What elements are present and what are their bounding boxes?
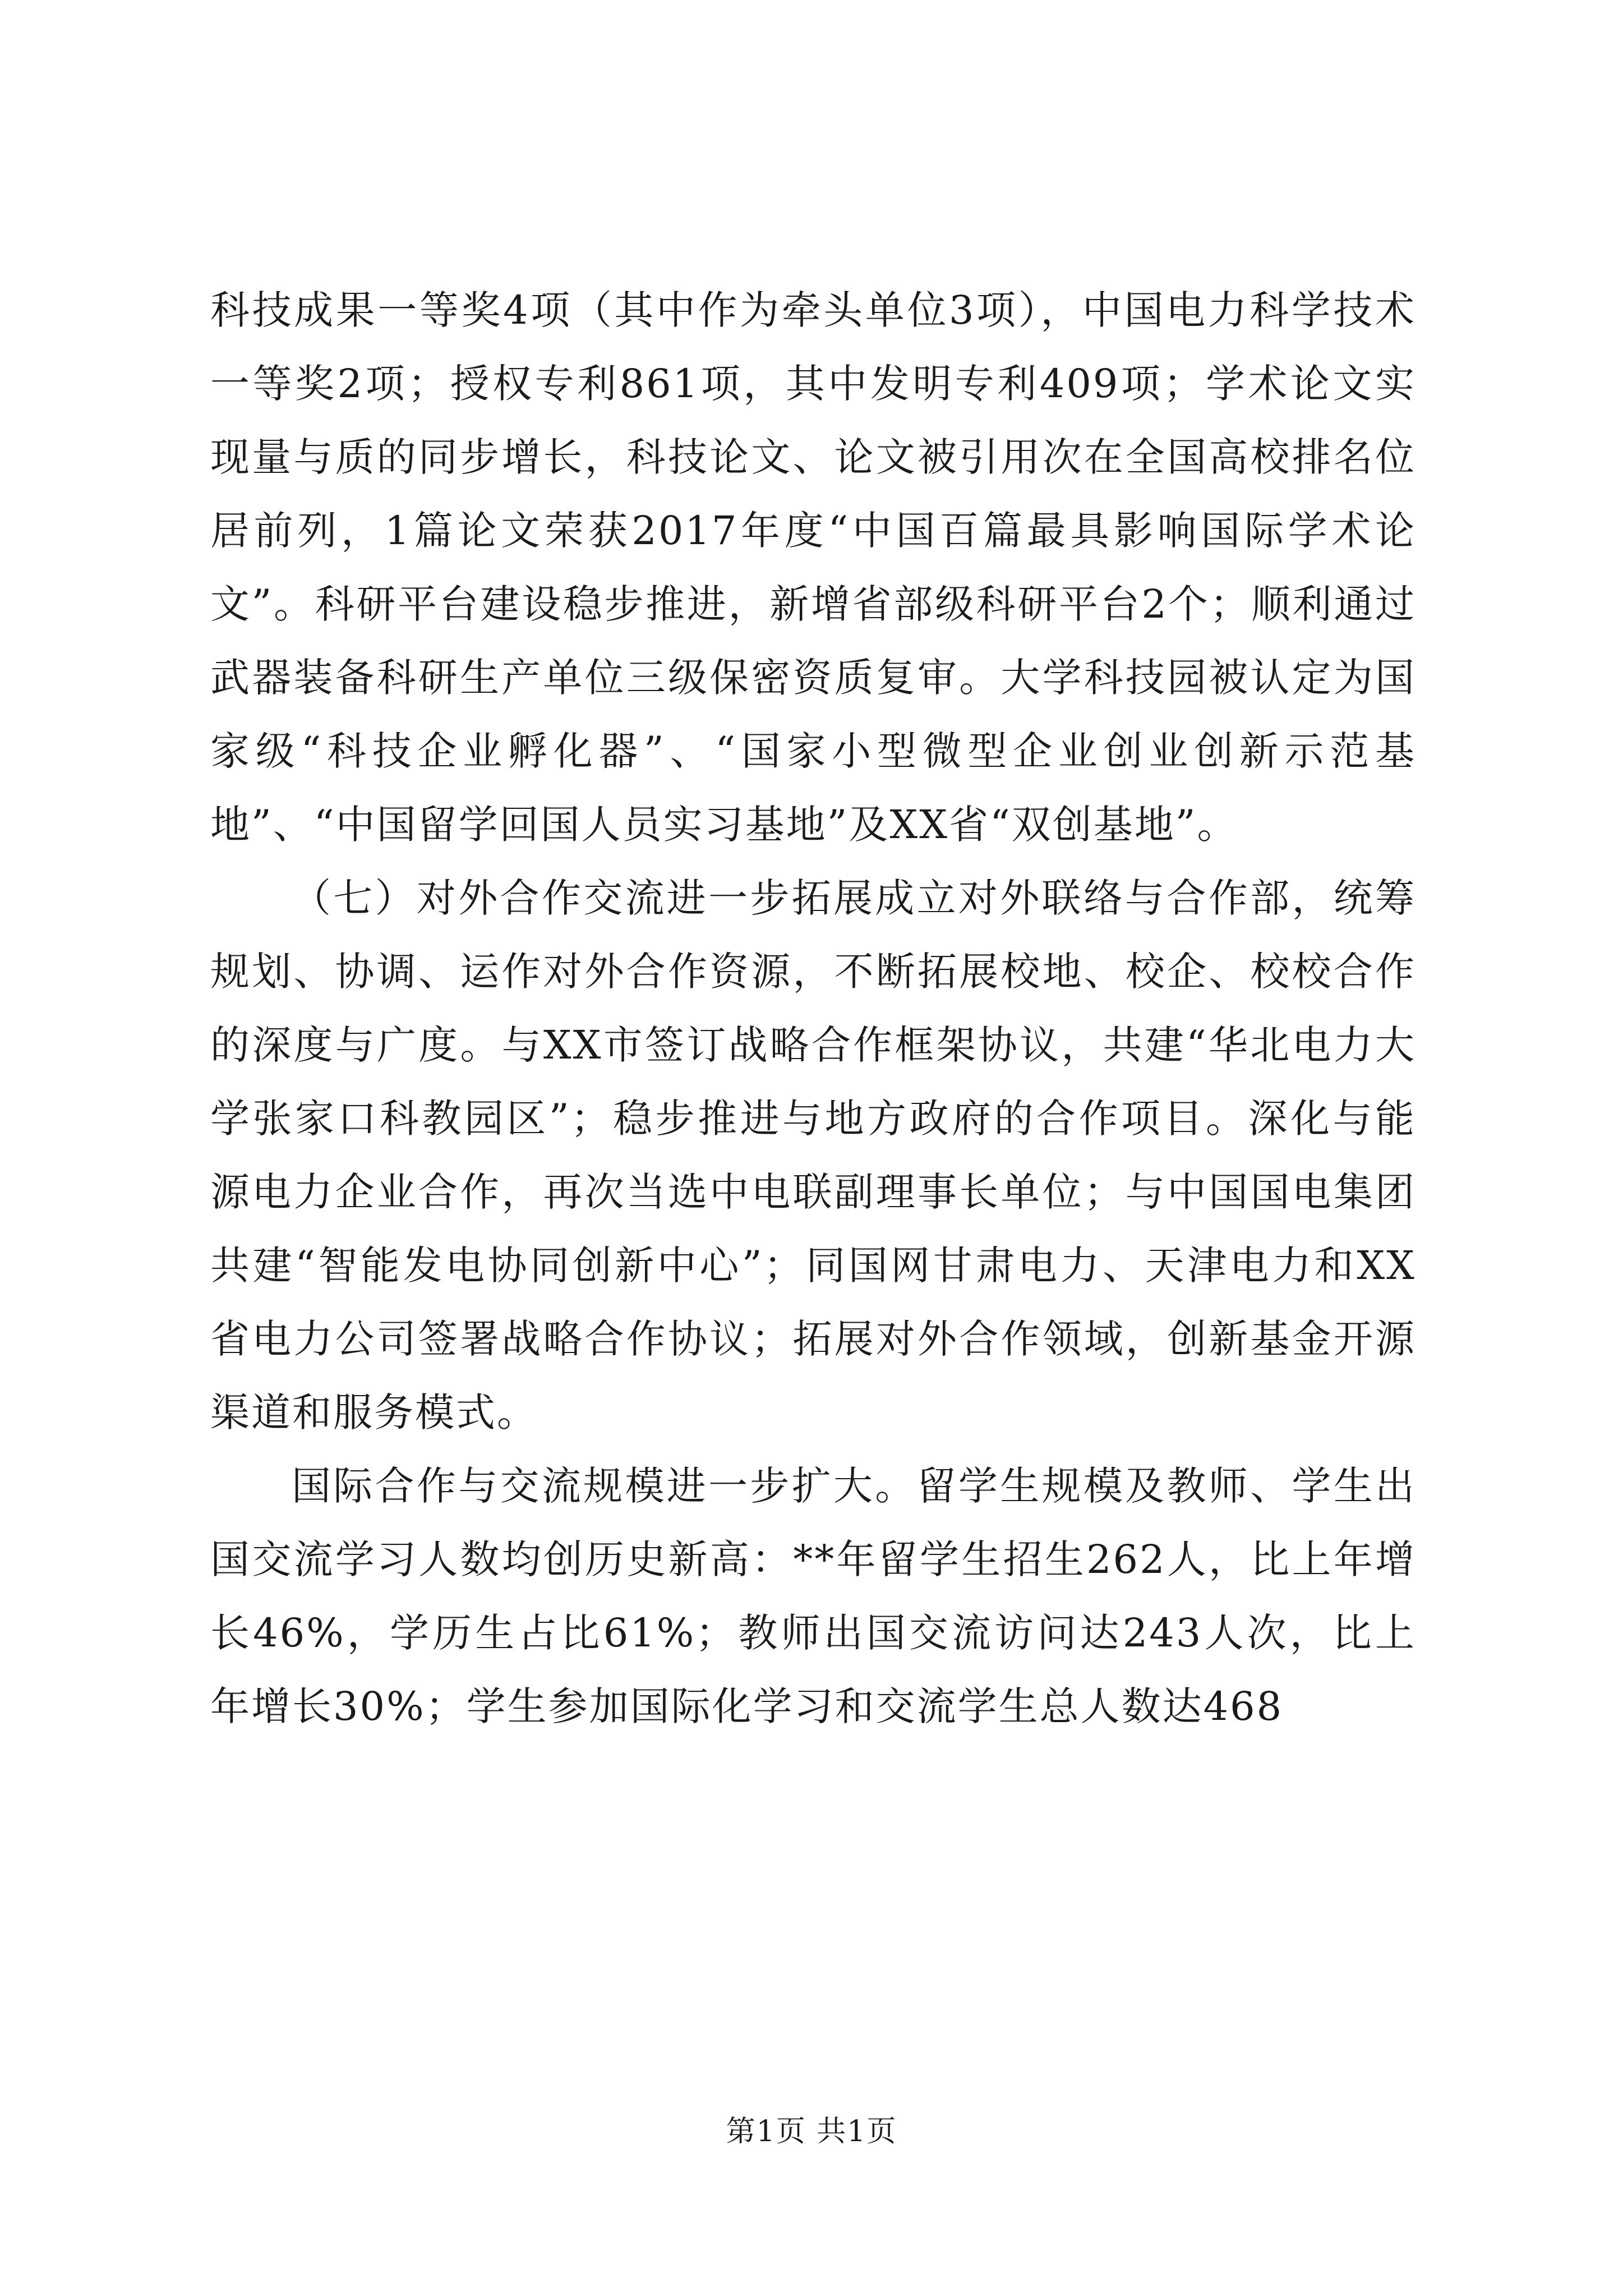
page-footer: 第1页 共1页	[726, 2115, 897, 2148]
paragraph-international-exchange: 国际合作与交流规模进一步扩大。留学生规模及教师、学生出国交流学习人数均创历史新高：**年留学生招生262人，比上年增长46%，学历生占比61%；教师出国交流访问达243人次，比上年增长30%；学生参加国际化学习和交流学生总人数达468	[210, 1463, 1416, 1729]
paragraph-external-cooperation: （七）对外合作交流进一步拓展成立对外联络与合作部，统筹规划、协调、运作对外合作资源，不断拓展校地、校企、校校合作的深度与广度。与XX市签订战略合作框架协议，共建“华北电力大学张家口科教园区”；稳步推进与地方政府的合作项目。深化与能源电力企业合作，再次当选中电联副理事长单位；与中国国电集团共建“智能发电协同创新中心”；同国网甘肃电力、天津电力和XX省电力公司签署战略合作协议；拓展对外合作领域，创新基金开源渠道和服务模式。	[210, 875, 1416, 1435]
paragraph-research-achievements: 科技成果一等奖4项（其中作为牵头单位3项），中国电力科学技术一等奖2项；授权专利861项，其中发明专利409项；学术论文实现量与质的同步增长，科技论文、论文被引用次在全国高校排名位居前列，1篇论文荣获2017年度“中国百篇最具影响国际学术论文”。科研平台建设稳步推进，新增省部级科研平台2个；顺利通过武器装备科研生产单位三级保密资质复审。大学科技园被认定为国家级“科技企业孵化器”、“国家小型微型企业创业创新示范基地”、“中国留学回国人员实习基地”及XX省“双创基地”。	[210, 287, 1416, 848]
document-body	[210, 274, 1416, 1743]
